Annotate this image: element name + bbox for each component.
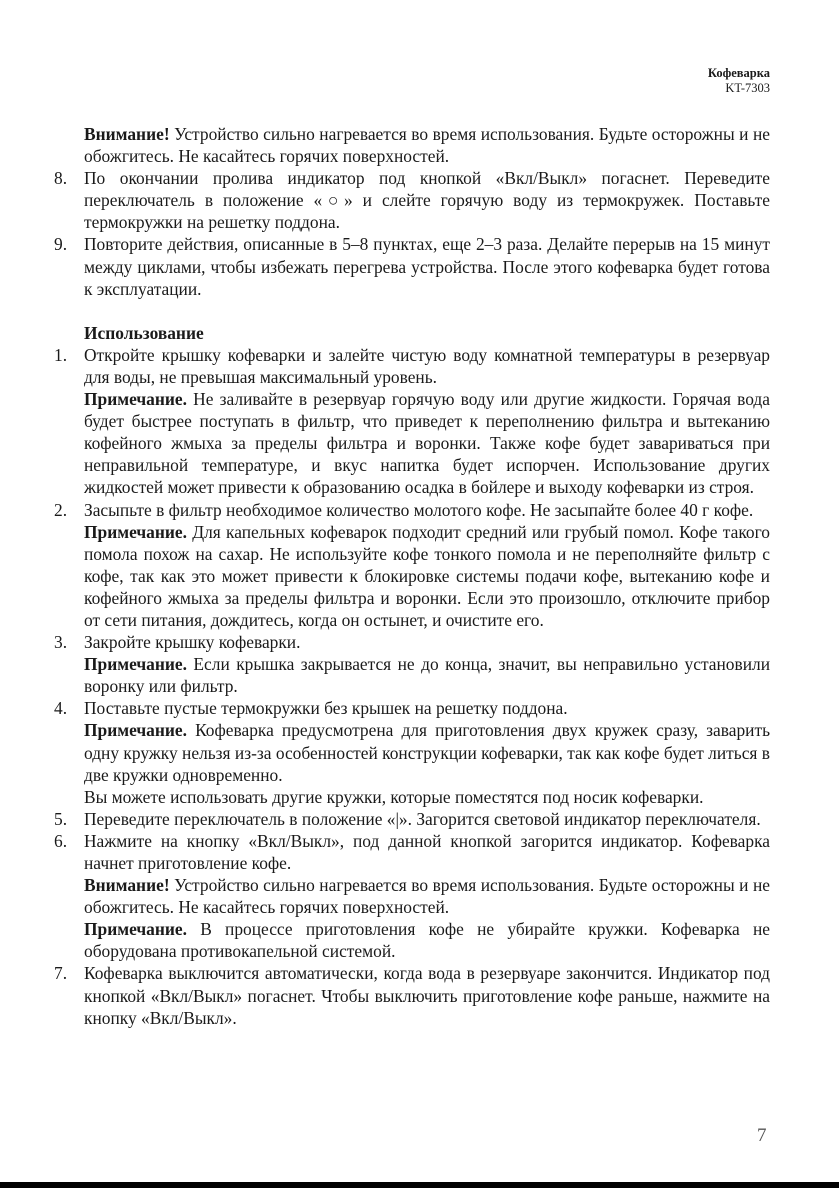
list-item bbox=[52, 631, 770, 697]
bottom-border bbox=[0, 1182, 839, 1188]
item-number: 5. bbox=[54, 808, 68, 829]
item-note bbox=[84, 719, 770, 785]
item-number: 7. bbox=[54, 963, 68, 984]
item-number: 4. bbox=[54, 698, 68, 719]
item-text: Переведите переключатель в положение «|». Загорится световой индикатор переключателя. bbox=[84, 808, 761, 829]
item-text: Засыпьте в фильтр необходимое количество молотого кофе. Не засыпайте более 40 г кофе. bbox=[84, 499, 754, 520]
list-item bbox=[52, 830, 770, 963]
warning-label: Внимание! bbox=[84, 124, 170, 144]
list-item bbox=[52, 344, 770, 499]
list-item bbox=[52, 697, 770, 807]
item-note bbox=[84, 918, 770, 962]
item-number: 3. bbox=[54, 632, 68, 653]
item-text: Нажмите на кнопку «Вкл/Выкл», под данной кнопкой загорится индикатор. Кофеварка начнет приготовление кофе. bbox=[84, 830, 770, 873]
page-number: 7 bbox=[757, 1125, 767, 1146]
note-text: В процессе приготовления кофе не убирайте кружки. Кофеварка не оборудована противокапельной системой. bbox=[84, 919, 770, 962]
note-text: Не заливайте в резервуар горячую воду или другие жидкости. Горячая вода будет быстрее поступать в фильтр, что приведет к переполнению фильтра и вытеканию кофейного жмыха за пределы фильтра и воронки. Также кофе будет завариваться при неправильной температуре, и вкус напитка будет испорчен. Использование других жидкостей может привести к образованию осадка в бойлере и выходу кофеварки из строя. bbox=[84, 389, 770, 498]
item-text: По окончании пролива индикатор под кнопкой «Вкл/Выкл» погаснет. Переведите переключатель в положение «○» и слейте горячую воду из термокружек. Поставьте термокружки на решетку поддона. bbox=[84, 168, 770, 233]
note-label: Примечание. bbox=[84, 389, 187, 410]
list-item bbox=[52, 167, 770, 233]
section-heading: Использование bbox=[84, 322, 204, 343]
warning-text: Устройство сильно нагревается во время использования. Будьте осторожны и не обожгитесь. Не касайтесь горячих поверхностей. bbox=[84, 124, 770, 167]
note-label: Примечание. bbox=[84, 521, 187, 542]
note-label: Примечание. bbox=[84, 919, 187, 940]
item-extra-text: Вы можете использовать другие кружки, которые поместятся под носик кофеварки. bbox=[84, 786, 704, 807]
item-number: 9. bbox=[54, 234, 68, 255]
list-item bbox=[52, 233, 770, 299]
document-body bbox=[52, 123, 770, 1029]
note-label: Примечание. bbox=[84, 654, 187, 675]
item-note bbox=[84, 653, 770, 697]
item-text: Кофеварка выключится автоматически, когда вода в резервуаре закончится. Индикатор под кнопкой «Вкл/Выкл» погаснет. Чтобы выключить приготовление кофе раньше, нажмите на кнопку «Вкл/Выкл». bbox=[84, 963, 770, 1028]
item-text: Повторите действия, описанные в 5–8 пунктах, еще 2–3 раза. Делайте перерыв на 15 минут между циклами, чтобы избежать перегрева устройства. После этого кофеварка будет готова к эксплуатации. bbox=[84, 234, 770, 299]
product-model: KT-7303 bbox=[725, 81, 770, 95]
top-warning bbox=[84, 123, 770, 167]
note-label: Примечание. bbox=[84, 720, 187, 741]
item-number: 1. bbox=[54, 344, 68, 365]
warning-label: Внимание! bbox=[84, 875, 170, 896]
note-text: Кофеварка предусмотрена для приготовления двух кружек сразу, заварить одну кружку нельзя из-за особенностей конструкции кофеварки, так как кофе будет литься в две кружки одновременно. bbox=[84, 720, 770, 785]
item-note bbox=[84, 388, 770, 498]
list-item bbox=[52, 808, 770, 830]
warning-text: Устройство сильно нагревается во время использования. Будьте осторожны и не обожгитесь. Не касайтесь горячих поверхностей. bbox=[84, 875, 770, 918]
item-number: 6. bbox=[54, 830, 68, 851]
page-header bbox=[708, 66, 770, 96]
product-title: Кофеварка bbox=[707, 66, 770, 80]
note-text: Для капельных кофеварок подходит средний или грубый помол. Кофе такого помола похож на сахар. Не используйте кофе тонкого помола и не переполняйте фильтр с кофе, так как это может привести к блокировке системы подачи кофе, вытеканию кофе и кофейного жмыха за пределы фильтра и воронки. Если это произошло, отключите прибор от сети питания, дождитесь, когда он остынет, и очистите его. bbox=[84, 521, 770, 630]
item-text: Закройте крышку кофеварки. bbox=[84, 632, 301, 653]
list-item bbox=[52, 499, 770, 632]
list-item bbox=[52, 962, 770, 1028]
item-text: Поставьте пустые термокружки без крышек на решетку поддона. bbox=[84, 698, 568, 719]
item-warning bbox=[84, 874, 770, 918]
item-number: 8. bbox=[54, 168, 68, 189]
item-note bbox=[84, 521, 770, 631]
note-text: Если крышка закрывается не до конца, значит, вы неправильно установили воронку или фильтр. bbox=[84, 654, 770, 697]
item-text: Откройте крышку кофеварки и залейте чистую воду комнатной температуры в резервуар для воды, не превышая максимальный уровень. bbox=[84, 344, 770, 387]
item-number: 2. bbox=[54, 499, 68, 520]
